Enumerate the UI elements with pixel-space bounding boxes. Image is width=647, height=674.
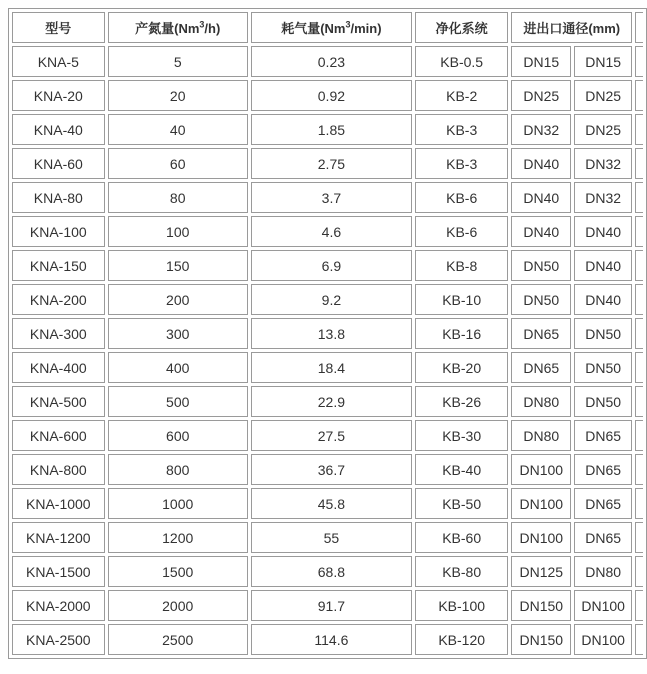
cell-purification-system: KB-40	[415, 454, 508, 485]
cell-outlet-diameter: DN100	[574, 590, 632, 621]
header-model: 型号	[12, 12, 105, 43]
overflow-cell	[635, 556, 643, 587]
table-row	[12, 420, 643, 451]
cell-air-consumption: 2.75	[251, 148, 412, 179]
table-row	[12, 352, 643, 383]
cell-nitrogen-flow: 40	[108, 114, 248, 145]
cell-purification-system: KB-60	[415, 522, 508, 553]
cell-inlet-diameter: DN32	[511, 114, 571, 145]
cell-inlet-diameter: DN65	[511, 352, 571, 383]
cell-inlet-diameter: DN40	[511, 216, 571, 247]
cell-outlet-diameter: DN50	[574, 386, 632, 417]
table-row	[12, 624, 643, 655]
overflow-cell	[635, 522, 643, 553]
cell-nitrogen-flow: 500	[108, 386, 248, 417]
header-purification-system: 净化系统	[415, 12, 508, 43]
cell-outlet-diameter: DN40	[574, 216, 632, 247]
cell-outlet-diameter: DN40	[574, 284, 632, 315]
table-body	[12, 46, 643, 655]
header-port-diameter: 进出口通径(mm)	[511, 12, 632, 43]
cell-model: KNA-400	[12, 352, 105, 383]
cell-purification-system: KB-2	[415, 80, 508, 111]
cell-nitrogen-flow: 100	[108, 216, 248, 247]
cell-inlet-diameter: DN50	[511, 284, 571, 315]
header-nitrogen-flow-suffix: /h)	[204, 21, 221, 36]
cell-outlet-diameter: DN65	[574, 454, 632, 485]
cell-air-consumption: 1.85	[251, 114, 412, 145]
cell-air-consumption: 114.6	[251, 624, 412, 655]
cell-air-consumption: 45.8	[251, 488, 412, 519]
cell-nitrogen-flow: 800	[108, 454, 248, 485]
overflow-cell	[635, 352, 643, 383]
table-row	[12, 182, 643, 213]
cell-model: KNA-600	[12, 420, 105, 451]
overflow-cell	[635, 250, 643, 281]
overflow-cell	[635, 318, 643, 349]
overflow-cell	[635, 488, 643, 519]
cell-purification-system: KB-100	[415, 590, 508, 621]
cell-model: KNA-40	[12, 114, 105, 145]
table-row	[12, 284, 643, 315]
cell-model: KNA-500	[12, 386, 105, 417]
cell-inlet-diameter: DN65	[511, 318, 571, 349]
cell-air-consumption: 6.9	[251, 250, 412, 281]
cell-inlet-diameter: DN50	[511, 250, 571, 281]
header-nitrogen-flow	[108, 12, 248, 43]
cell-air-consumption: 4.6	[251, 216, 412, 247]
cell-purification-system: KB-16	[415, 318, 508, 349]
cell-outlet-diameter: DN40	[574, 250, 632, 281]
cell-outlet-diameter: DN50	[574, 318, 632, 349]
cell-outlet-diameter: DN32	[574, 182, 632, 213]
cell-nitrogen-flow: 1500	[108, 556, 248, 587]
cell-inlet-diameter: DN125	[511, 556, 571, 587]
overflow-cell	[635, 80, 643, 111]
cell-outlet-diameter: DN65	[574, 522, 632, 553]
cell-model: KNA-5	[12, 46, 105, 77]
cell-outlet-diameter: DN50	[574, 352, 632, 383]
cell-model: KNA-2000	[12, 590, 105, 621]
cell-purification-system: KB-80	[415, 556, 508, 587]
cell-purification-system: KB-3	[415, 148, 508, 179]
cell-purification-system: KB-30	[415, 420, 508, 451]
cell-inlet-diameter: DN80	[511, 420, 571, 451]
cell-air-consumption: 9.2	[251, 284, 412, 315]
overflow-cell	[635, 420, 643, 451]
overflow-cell	[635, 182, 643, 213]
header-air-consumption-prefix: 耗气量(Nm	[281, 21, 346, 36]
cell-air-consumption: 22.9	[251, 386, 412, 417]
table-row	[12, 80, 643, 111]
cell-purification-system: KB-8	[415, 250, 508, 281]
cell-nitrogen-flow: 150	[108, 250, 248, 281]
cell-nitrogen-flow: 5	[108, 46, 248, 77]
cell-purification-system: KB-120	[415, 624, 508, 655]
header-overflow-cell	[635, 12, 643, 43]
cell-purification-system: KB-3	[415, 114, 508, 145]
header-air-consumption-suffix: /min)	[350, 21, 382, 36]
cell-nitrogen-flow: 2500	[108, 624, 248, 655]
cell-model: KNA-150	[12, 250, 105, 281]
cell-outlet-diameter: DN65	[574, 488, 632, 519]
cell-outlet-diameter: DN32	[574, 148, 632, 179]
cell-inlet-diameter: DN150	[511, 624, 571, 655]
cell-outlet-diameter: DN15	[574, 46, 632, 77]
cell-nitrogen-flow: 1200	[108, 522, 248, 553]
table-row	[12, 454, 643, 485]
cell-inlet-diameter: DN25	[511, 80, 571, 111]
cell-nitrogen-flow: 300	[108, 318, 248, 349]
table-row	[12, 318, 643, 349]
overflow-cell	[635, 46, 643, 77]
cell-model: KNA-80	[12, 182, 105, 213]
cell-purification-system: KB-0.5	[415, 46, 508, 77]
cell-inlet-diameter: DN100	[511, 454, 571, 485]
header-air-consumption-sup: 3	[345, 19, 351, 30]
cell-model: KNA-20	[12, 80, 105, 111]
table-header-row	[12, 12, 643, 43]
cell-outlet-diameter: DN25	[574, 114, 632, 145]
cell-model: KNA-800	[12, 454, 105, 485]
cell-purification-system: KB-26	[415, 386, 508, 417]
header-nitrogen-flow-sup: 3	[199, 19, 205, 30]
table-row	[12, 556, 643, 587]
cell-purification-system: KB-6	[415, 216, 508, 247]
cell-inlet-diameter: DN100	[511, 522, 571, 553]
cell-nitrogen-flow: 60	[108, 148, 248, 179]
table-row	[12, 46, 643, 77]
cell-air-consumption: 3.7	[251, 182, 412, 213]
cell-model: KNA-2500	[12, 624, 105, 655]
overflow-cell	[635, 624, 643, 655]
cell-air-consumption: 0.92	[251, 80, 412, 111]
cell-outlet-diameter: DN100	[574, 624, 632, 655]
overflow-cell	[635, 216, 643, 247]
cell-model: KNA-1500	[12, 556, 105, 587]
cell-outlet-diameter: DN25	[574, 80, 632, 111]
overflow-cell	[635, 148, 643, 179]
table-row	[12, 590, 643, 621]
cell-outlet-diameter: DN80	[574, 556, 632, 587]
cell-air-consumption: 36.7	[251, 454, 412, 485]
table-row	[12, 216, 643, 247]
cell-purification-system: KB-6	[415, 182, 508, 213]
cell-nitrogen-flow: 80	[108, 182, 248, 213]
overflow-cell	[635, 454, 643, 485]
cell-nitrogen-flow: 400	[108, 352, 248, 383]
cell-nitrogen-flow: 20	[108, 80, 248, 111]
cell-air-consumption: 13.8	[251, 318, 412, 349]
cell-model: KNA-1000	[12, 488, 105, 519]
cell-air-consumption: 18.4	[251, 352, 412, 383]
table-row	[12, 386, 643, 417]
spec-table-container	[8, 8, 647, 659]
cell-inlet-diameter: DN40	[511, 148, 571, 179]
table-row	[12, 522, 643, 553]
overflow-cell	[635, 284, 643, 315]
cell-inlet-diameter: DN15	[511, 46, 571, 77]
cell-inlet-diameter: DN150	[511, 590, 571, 621]
header-air-consumption	[251, 12, 412, 43]
cell-air-consumption: 55	[251, 522, 412, 553]
header-nitrogen-flow-prefix: 产氮量(Nm	[135, 21, 200, 36]
cell-air-consumption: 0.23	[251, 46, 412, 77]
cell-model: KNA-200	[12, 284, 105, 315]
cell-air-consumption: 68.8	[251, 556, 412, 587]
cell-inlet-diameter: DN40	[511, 182, 571, 213]
overflow-cell	[635, 386, 643, 417]
cell-model: KNA-300	[12, 318, 105, 349]
table-row	[12, 250, 643, 281]
cell-air-consumption: 27.5	[251, 420, 412, 451]
cell-inlet-diameter: DN100	[511, 488, 571, 519]
cell-air-consumption: 91.7	[251, 590, 412, 621]
cell-purification-system: KB-50	[415, 488, 508, 519]
cell-nitrogen-flow: 600	[108, 420, 248, 451]
cell-model: KNA-1200	[12, 522, 105, 553]
cell-model: KNA-100	[12, 216, 105, 247]
cell-inlet-diameter: DN80	[511, 386, 571, 417]
overflow-cell	[635, 590, 643, 621]
cell-nitrogen-flow: 2000	[108, 590, 248, 621]
cell-outlet-diameter: DN65	[574, 420, 632, 451]
table-row	[12, 114, 643, 145]
overflow-cell	[635, 114, 643, 145]
cell-purification-system: KB-10	[415, 284, 508, 315]
cell-model: KNA-60	[12, 148, 105, 179]
table-row	[12, 488, 643, 519]
cell-purification-system: KB-20	[415, 352, 508, 383]
cell-nitrogen-flow: 200	[108, 284, 248, 315]
nitrogen-generator-spec-table	[8, 8, 647, 659]
table-row	[12, 148, 643, 179]
cell-nitrogen-flow: 1000	[108, 488, 248, 519]
